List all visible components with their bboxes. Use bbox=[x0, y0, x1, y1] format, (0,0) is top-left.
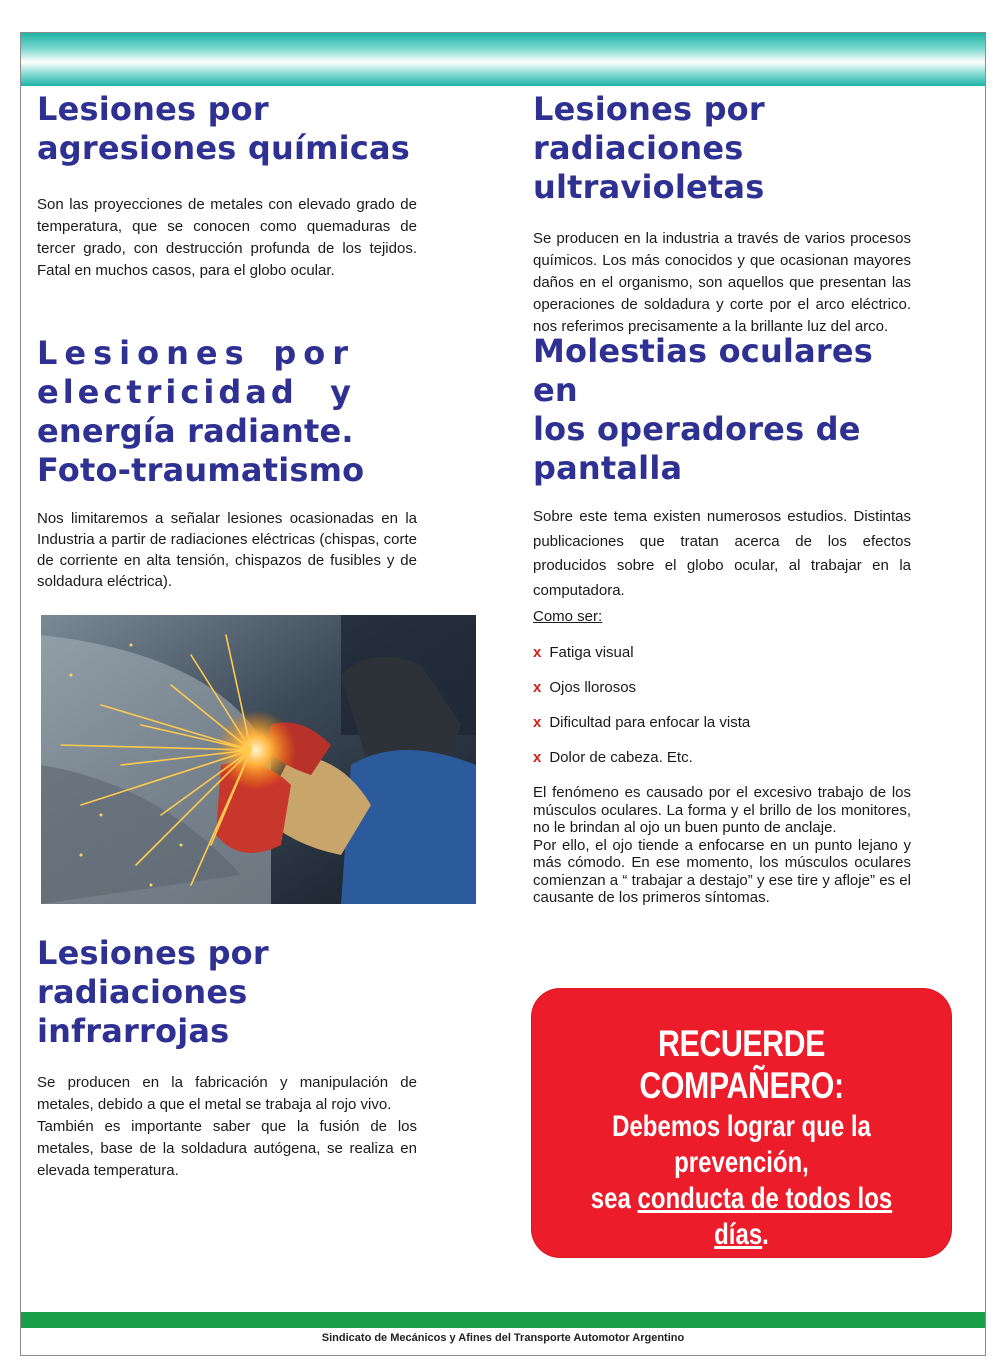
list-item bbox=[533, 677, 750, 712]
title-line: Lesiones por bbox=[37, 334, 355, 372]
title-line: Lesiones por bbox=[533, 90, 765, 128]
section-body: Son las proyecciones de metales con elevado grado de temperatura, que se conocen como quemaduras de tercer grado, con destrucción profunda de los tejidos. Fatal en muchos casos, para el globo ocular. bbox=[37, 196, 417, 279]
section-body: Nos limitaremos a señalar lesiones ocasionadas en la Industria a partir de radiaciones eléctricas (chispas, corte de corriente en alta tensión, chispazos de fusibles y de soldadura eléctrica). bbox=[37, 510, 417, 590]
section-title bbox=[37, 334, 417, 490]
title-line: radiaciones ultravioletas bbox=[533, 129, 765, 206]
explanation-text: El fenómeno es causado por el excesivo trabajo de los músculos oculares. La forma y el brillo de los monitores, no le brindan al ojo un buen punto de anclaje. bbox=[533, 784, 911, 836]
callout-message bbox=[574, 1109, 909, 1253]
list-item-text: Dificultad para enfocar la vista bbox=[549, 714, 751, 731]
list-item-text: Fatiga visual bbox=[549, 644, 634, 661]
section-title bbox=[37, 934, 417, 1051]
title-line: electricidad y bbox=[37, 373, 355, 411]
list-item bbox=[533, 747, 750, 782]
title-line: Lesiones por bbox=[37, 90, 269, 128]
reminder-callout bbox=[532, 989, 951, 1257]
callout-message-line bbox=[574, 1181, 909, 1253]
footer-text: Sindicato de Mecánicos y Afines del Transporte Automotor Argentino bbox=[321, 1332, 685, 1344]
callout-title: RECUERDE COMPAÑERO: bbox=[639, 1023, 844, 1106]
list-item bbox=[533, 712, 750, 747]
list-item bbox=[533, 642, 750, 677]
welder-sparks-illustration bbox=[41, 615, 476, 904]
section-title bbox=[533, 332, 911, 488]
title-line: pantalla bbox=[533, 449, 683, 487]
section-electricidad bbox=[37, 334, 417, 592]
list-item-text: Ojos llorosos bbox=[549, 679, 637, 696]
title-line: agresiones químicas bbox=[37, 129, 411, 167]
callout-text: sea bbox=[590, 1182, 638, 1215]
title-line: energía radiante. bbox=[37, 412, 354, 450]
title-line: radiaciones infrarrojas bbox=[37, 973, 248, 1050]
section-body: También es importante saber que la fusión de los metales, base de la soldadura autógena, se realiza en elevada temperatura. bbox=[37, 1118, 417, 1179]
x-marker-icon: x bbox=[533, 749, 542, 766]
welder-photo bbox=[41, 615, 476, 904]
title-line: los operadores de bbox=[533, 410, 861, 448]
section-explanation bbox=[533, 784, 911, 907]
x-marker-icon: x bbox=[533, 644, 542, 661]
section-quimicas bbox=[37, 90, 417, 282]
x-marker-icon: x bbox=[533, 679, 542, 696]
section-infrarrojas bbox=[37, 934, 417, 1182]
callout-message-line: Debemos lograr que la prevención, bbox=[612, 1110, 871, 1179]
x-marker-icon: x bbox=[533, 714, 542, 731]
top-gradient-band bbox=[21, 33, 985, 86]
symptom-list bbox=[533, 642, 750, 782]
list-item-text: Dolor de cabeza. Etc. bbox=[549, 749, 693, 766]
section-body: Se producen en la industria a través de varios procesos químicos. Los más conocidos y que ocasionan mayores daños en el organismo, son aquellos que presentan las operaciones de soldadura y corte por el arco eléctrico. nos referimos precisamente a la brillante luz del arco. bbox=[533, 230, 911, 335]
list-title: Como ser: bbox=[533, 608, 603, 625]
section-title bbox=[37, 90, 417, 168]
title-line: Lesiones por bbox=[37, 934, 269, 972]
section-body: Se producen en la fabricación y manipulación de metales, debido a que el metal se trabaja al rojo vivo. bbox=[37, 1074, 417, 1113]
section-ultravioletas bbox=[533, 90, 911, 338]
callout-underlined-text: conducta de todos los días bbox=[637, 1182, 893, 1251]
title-line: Foto-traumatismo bbox=[37, 451, 365, 489]
explanation-text: Por ello, el ojo tiende a enfocarse en un punto lejano y más cómodo. En ese momento, los músculos oculares comienzan a “ trabajar a destajo” y ese tire y afloje” es el causante de los primeros síntomas. bbox=[533, 836, 911, 906]
section-body: Sobre este tema existen numerosos estudios. Distintas publicaciones que tratan acerca de los efectos producidos sobre el globo ocular, al trabajar en la computadora. bbox=[533, 508, 911, 599]
section-molestias bbox=[533, 332, 911, 603]
section-title bbox=[533, 90, 911, 207]
callout-text: . bbox=[762, 1218, 769, 1251]
bottom-green-band bbox=[21, 1312, 985, 1328]
title-line: Molestias oculares en bbox=[533, 332, 874, 409]
